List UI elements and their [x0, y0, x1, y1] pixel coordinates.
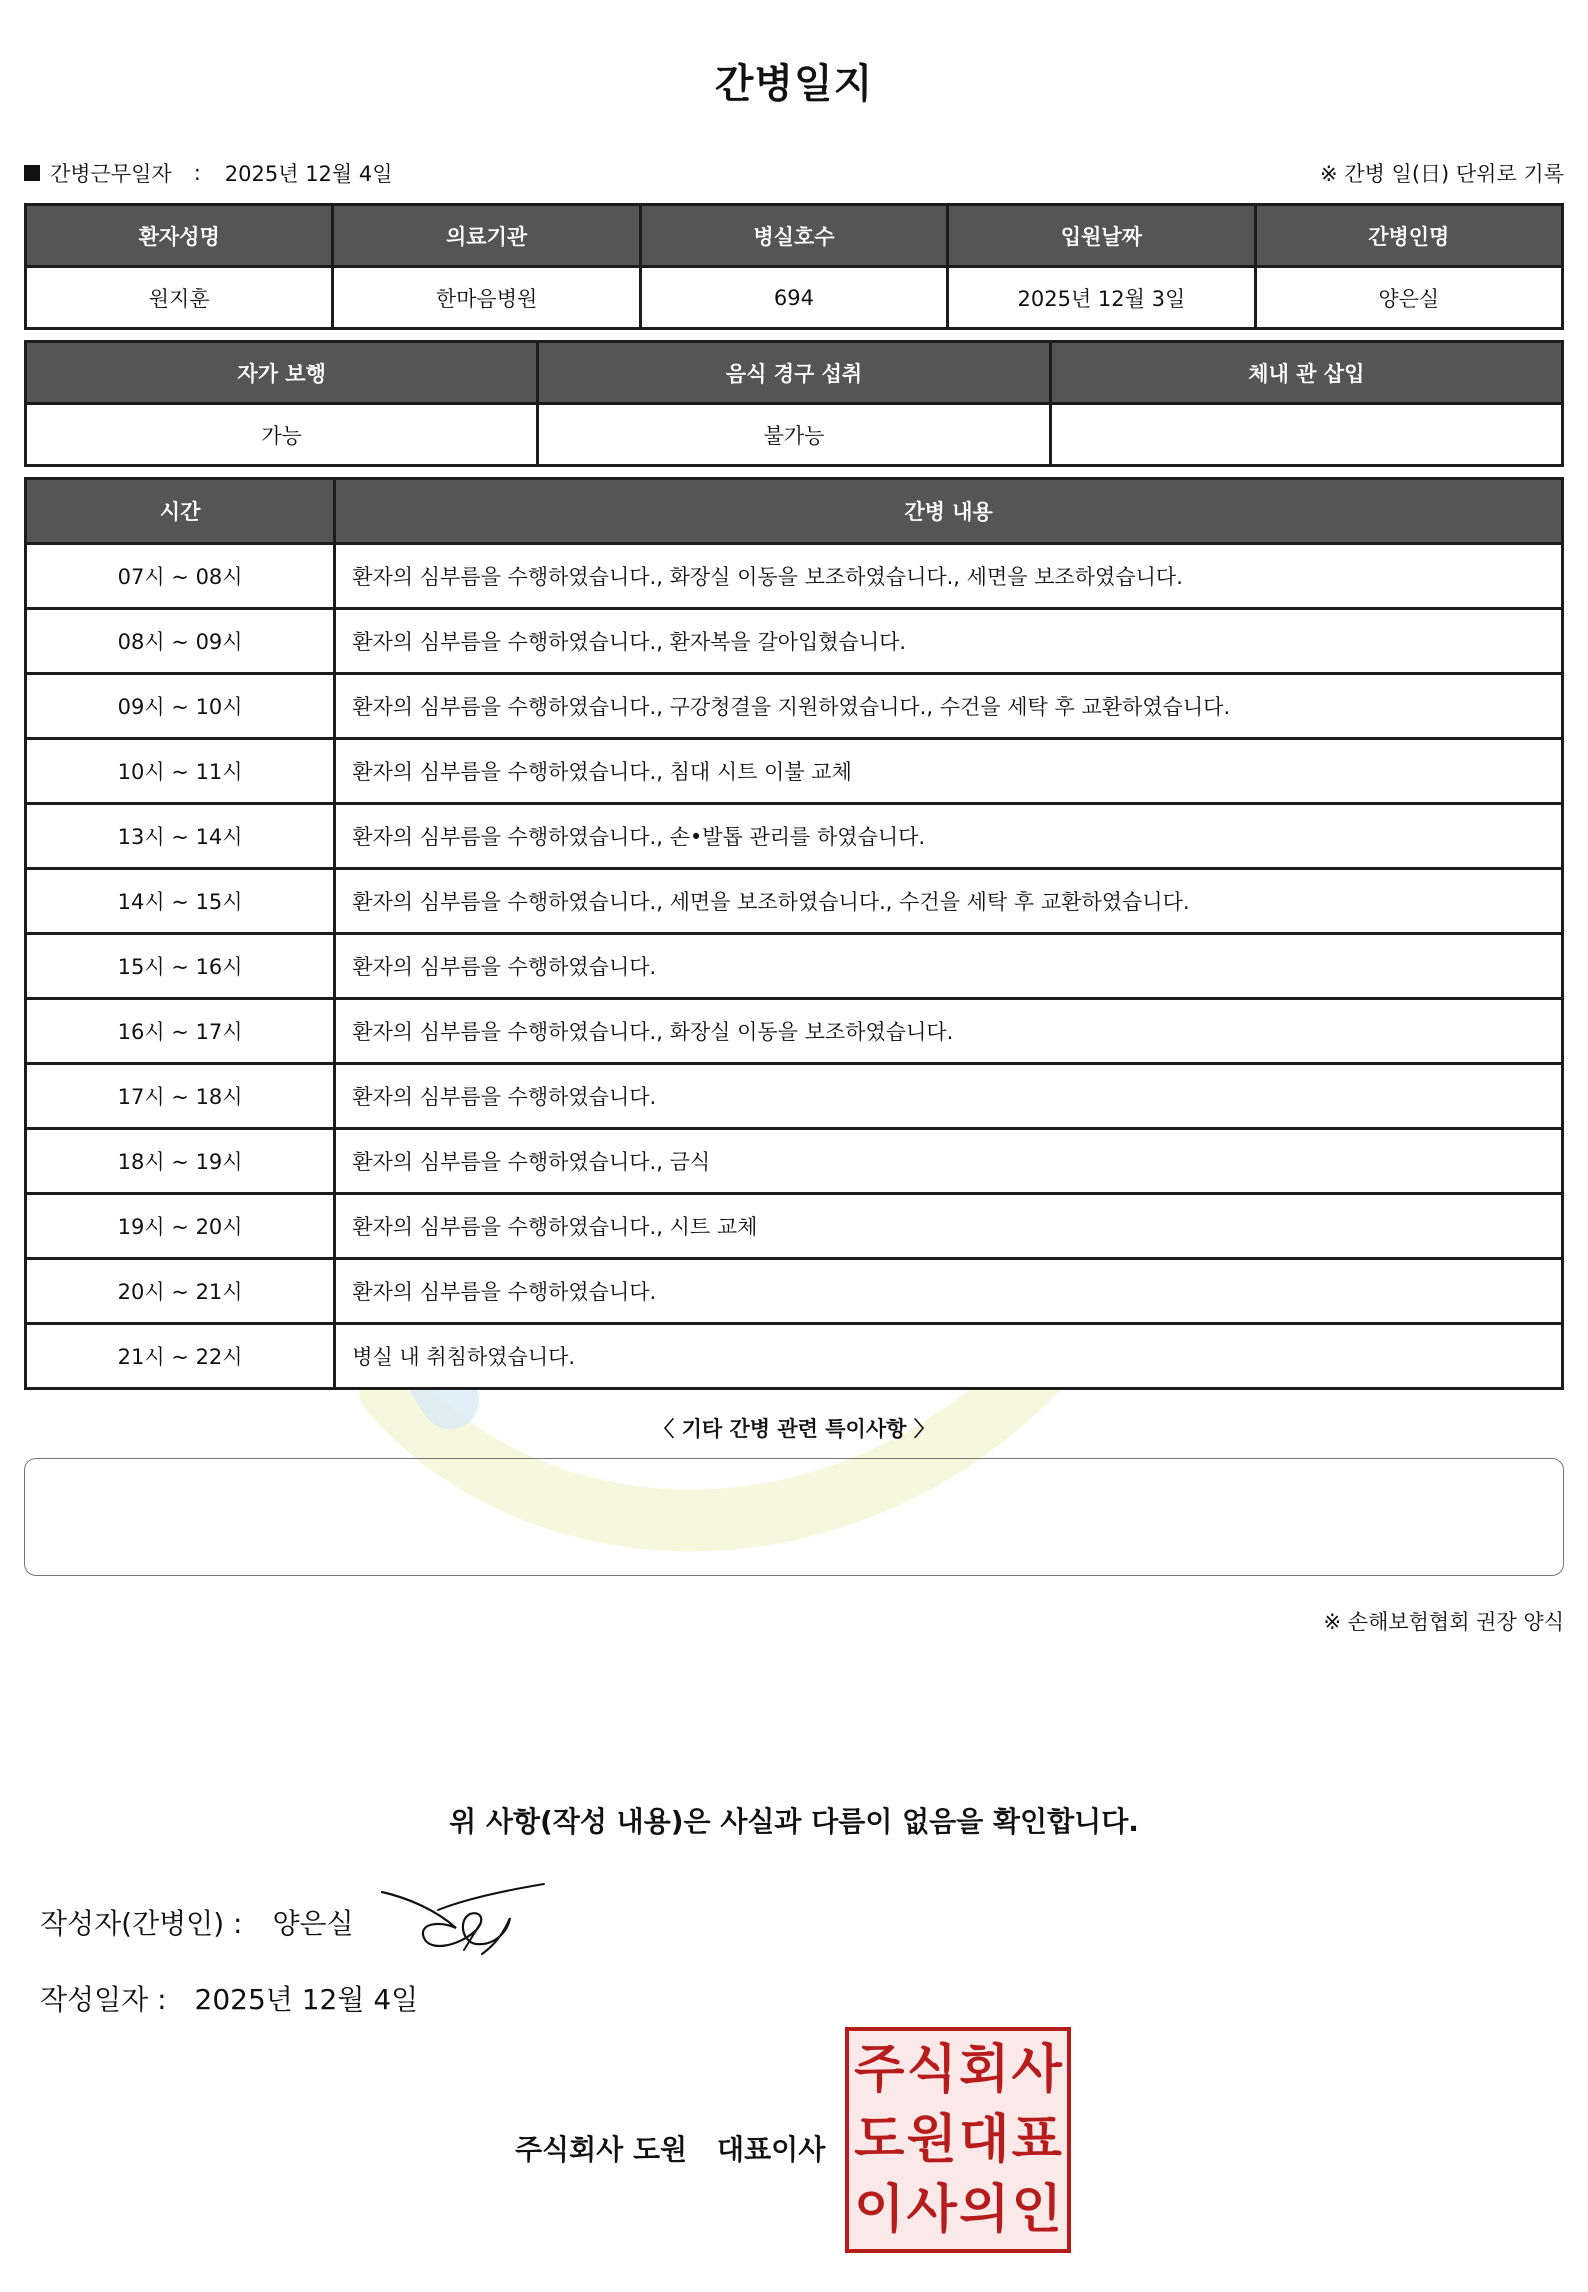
status-value-row	[27, 405, 1561, 464]
seal-char: 인	[1011, 2180, 1062, 2240]
log-time: 14시 ~ 15시	[27, 870, 333, 932]
seal-char: 원	[906, 2110, 957, 2170]
written-date-value: 2025년 12월 4일	[194, 1983, 419, 2016]
log-content: 환자의 심부름을 수행하였습니다., 화장실 이동을 보조하였습니다., 세면을 보조하였습니다.	[336, 545, 1561, 607]
seal-char: 도	[854, 2110, 905, 2170]
table-row	[27, 1130, 1561, 1192]
table-row	[27, 1260, 1561, 1322]
seal-char: 주	[854, 2040, 905, 2100]
seal-char: 사	[1011, 2040, 1062, 2100]
log-content: 환자의 심부름을 수행하였습니다., 금식	[336, 1130, 1561, 1192]
value-hospital: 한마음병원	[334, 268, 638, 327]
log-time: 10시 ~ 11시	[27, 740, 333, 802]
table-row	[27, 805, 1561, 867]
header-oral-intake: 음식 경구 섭취	[539, 343, 1048, 402]
log-content: 환자의 심부름을 수행하였습니다.	[336, 1065, 1561, 1127]
log-time: 09시 ~ 10시	[27, 675, 333, 737]
log-content: 환자의 심부름을 수행하였습니다.	[336, 935, 1561, 997]
log-time: 16시 ~ 17시	[27, 1000, 333, 1062]
log-time: 20시 ~ 21시	[27, 1260, 333, 1322]
table-row	[27, 675, 1561, 737]
log-content: 환자의 심부름을 수행하였습니다., 시트 교체	[336, 1195, 1561, 1257]
special-notes-box	[24, 1458, 1564, 1576]
square-bullet-icon	[24, 165, 40, 181]
log-content: 환자의 심부름을 수행하였습니다., 환자복을 갈아입혔습니다.	[336, 610, 1561, 672]
header-admission-date: 입원날짜	[949, 206, 1253, 265]
log-content: 환자의 심부름을 수행하였습니다.	[336, 1260, 1561, 1322]
company-line	[515, 2128, 825, 2168]
table-row	[27, 1195, 1561, 1257]
special-notes-title: 〈 기타 간병 관련 특이사항 〉	[653, 1417, 935, 1441]
written-date-label: 작성일자 :	[40, 1983, 167, 2016]
signature-icon	[378, 1880, 548, 1960]
header-caregiver: 간병인명	[1257, 206, 1561, 265]
log-content: 환자의 심부름을 수행하였습니다., 화장실 이동을 보조하였습니다.	[336, 1000, 1561, 1062]
seal-char: 식	[906, 2040, 957, 2100]
patient-header-row	[27, 206, 1561, 265]
value-admission-date: 2025년 12월 3일	[949, 268, 1253, 327]
log-content: 환자의 심부름을 수행하였습니다., 세면을 보조하였습니다., 수건을 세탁 후 교환하였습니다.	[336, 870, 1561, 932]
header-tube-insertion: 체내 관 삽입	[1052, 343, 1561, 402]
header-hospital: 의료기관	[334, 206, 638, 265]
value-room: 694	[642, 268, 946, 327]
log-header-row	[27, 480, 1561, 542]
writer-label: 작성자(간병인) :	[40, 1907, 243, 1940]
seal-char: 표	[1011, 2110, 1062, 2170]
table-row	[27, 1000, 1561, 1062]
patient-value-row	[27, 268, 1561, 327]
work-date-value: 2025년 12월 4일	[224, 162, 393, 186]
table-row	[27, 870, 1561, 932]
log-content: 환자의 심부름을 수행하였습니다., 구강청결을 지원하였습니다., 수건을 세탁 후 교환하였습니다.	[336, 675, 1561, 737]
table-row	[27, 740, 1561, 802]
seal-char: 의	[959, 2180, 1010, 2240]
header-time: 시간	[27, 480, 333, 542]
seal-char: 대	[959, 2110, 1010, 2170]
patient-info-table	[24, 203, 1564, 330]
log-time: 08시 ~ 09시	[27, 610, 333, 672]
log-time: 15시 ~ 16시	[27, 935, 333, 997]
table-row	[27, 610, 1561, 672]
header-room: 병실호수	[642, 206, 946, 265]
written-date-line	[40, 1978, 418, 2018]
company-name: 주식회사 도원	[515, 2133, 688, 2166]
table-row	[27, 545, 1561, 607]
seal-char: 사	[906, 2180, 957, 2240]
log-time: 17시 ~ 18시	[27, 1065, 333, 1127]
log-time: 18시 ~ 19시	[27, 1130, 333, 1192]
log-time: 07시 ~ 08시	[27, 545, 333, 607]
seal-char: 이	[854, 2180, 905, 2240]
company-seal-stamp	[845, 2027, 1071, 2253]
writer-line	[40, 1902, 354, 1942]
header-care-content: 간병 내용	[336, 480, 1561, 542]
value-tube-insertion	[1052, 405, 1561, 464]
care-log-table	[24, 477, 1564, 1390]
value-patient-name: 원지훈	[27, 268, 331, 327]
value-caregiver: 양은실	[1257, 268, 1561, 327]
seal-char: 회	[959, 2040, 1010, 2100]
work-date-label: 간병근무일자	[50, 162, 172, 186]
table-row	[27, 935, 1561, 997]
log-time: 13시 ~ 14시	[27, 805, 333, 867]
table-row	[27, 1325, 1561, 1387]
work-date-colon: :	[193, 161, 201, 185]
unit-note: ※ 간병 일(日) 단위로 기록	[1320, 162, 1564, 186]
value-self-walking: 가능	[27, 405, 536, 464]
log-time: 19시 ~ 20시	[27, 1195, 333, 1257]
status-header-row	[27, 343, 1561, 402]
log-content: 환자의 심부름을 수행하였습니다., 침대 시트 이불 교체	[336, 740, 1561, 802]
log-content: 병실 내 취침하였습니다.	[336, 1325, 1561, 1387]
log-content: 환자의 심부름을 수행하였습니다., 손•발톱 관리를 하였습니다.	[336, 805, 1561, 867]
meta-row	[24, 158, 1564, 188]
form-note: ※ 손해보험협회 권장 양식	[1323, 1610, 1564, 1634]
table-row	[27, 1065, 1561, 1127]
log-time: 21시 ~ 22시	[27, 1325, 333, 1387]
work-date	[24, 158, 393, 188]
value-oral-intake: 불가능	[539, 405, 1048, 464]
header-self-walking: 자가 보행	[27, 343, 536, 402]
representative-title: 대표이사	[717, 2133, 826, 2166]
document-title: 간병일지	[714, 61, 874, 107]
patient-status-table	[24, 340, 1564, 467]
writer-name: 양은실	[272, 1907, 354, 1940]
confirmation-statement: 위 사항(작성 내용)은 사실과 다름이 없음을 확인합니다.	[449, 1805, 1139, 1838]
header-patient-name: 환자성명	[27, 206, 331, 265]
